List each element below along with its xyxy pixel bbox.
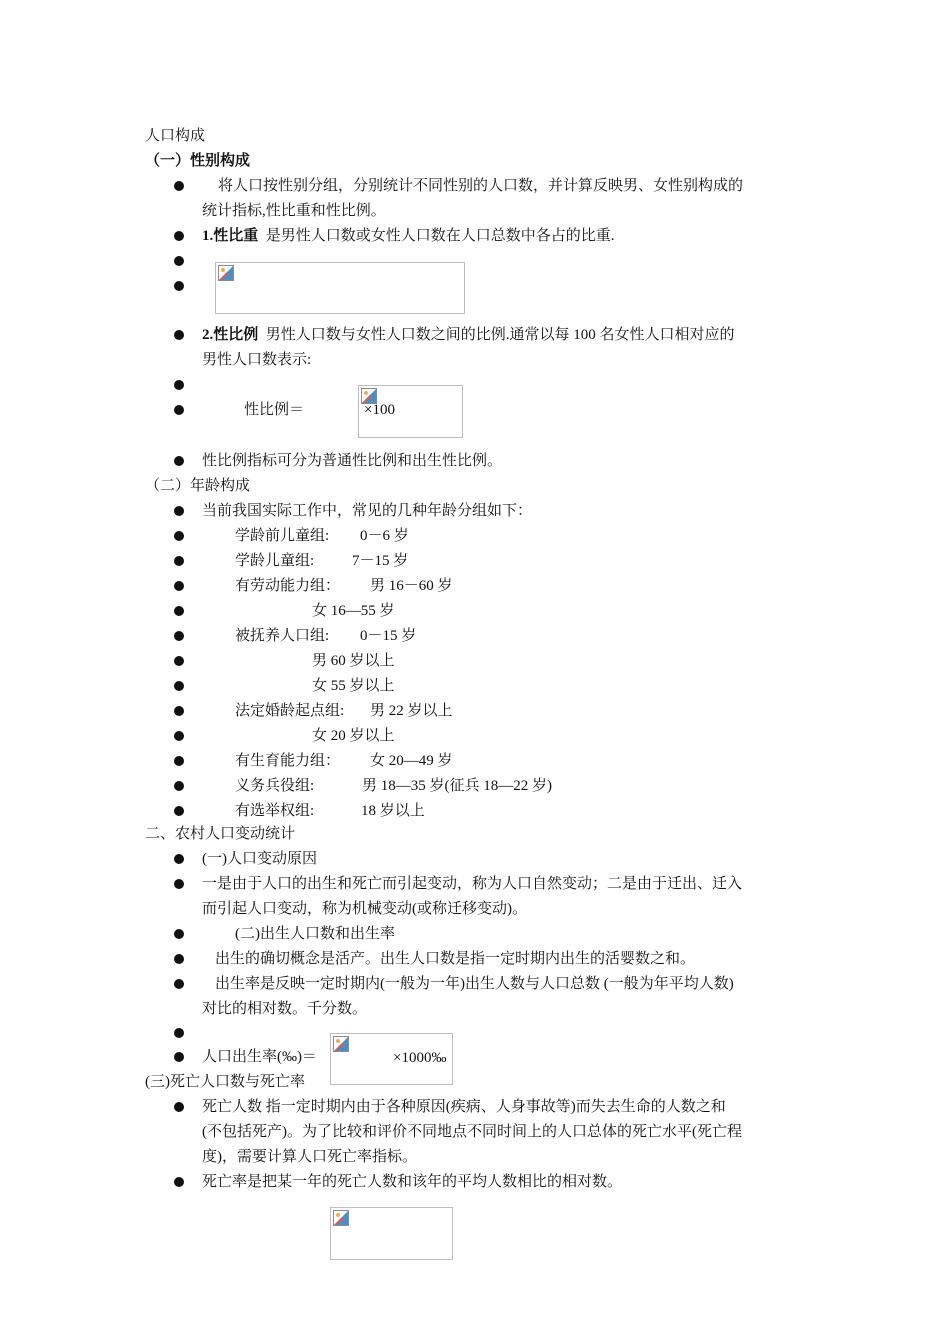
paragraph-line <box>202 226 615 246</box>
bullet-dot <box>174 1102 184 1112</box>
bullet-dot <box>174 954 184 964</box>
formula-image-placeholder <box>358 385 463 438</box>
paragraph-line: 死亡率是把某一年的死亡人数和该年的平均人数相比的相对数。 <box>202 1174 623 1190</box>
bullet-dot <box>174 1052 184 1062</box>
bullet-dot <box>174 581 184 591</box>
bullet-dot <box>174 979 184 989</box>
age-group-range: 女 55 岁以上 <box>312 678 395 694</box>
bullet-dot <box>174 330 184 340</box>
formula-factor: ×1000‰ <box>393 1050 447 1066</box>
paragraph-line: 对比的相对数。千分数。 <box>202 1001 368 1017</box>
heading-sex-composition: （一）性别构成 <box>145 153 251 169</box>
term-definition: 是男性人口数或女性人口数在人口总数中各占的比重. <box>265 228 615 244</box>
age-group-label: 学龄儿童组: <box>235 553 315 569</box>
bullet-dot <box>174 929 184 939</box>
bullet-dot <box>174 681 184 691</box>
paragraph-line: 出生的确切概念是活产。出生人口数是指一定时期内出生的活婴数之和。 <box>215 951 696 967</box>
paragraph-line: (不包括死产)。为了比较和评价不同地点不同时间上的人口总体的死亡水平(死亡程 <box>202 1124 742 1140</box>
paragraph-line: 将人口按性别分组，分别统计不同性别的人口数，并计算反映男、女性别构成的 <box>218 178 744 194</box>
broken-image-icon <box>333 1210 349 1226</box>
age-group-range: 7－15 岁 <box>352 553 409 569</box>
paragraph-line: 性比例指标可分为普通性比例和出生性比例。 <box>202 453 503 469</box>
paragraph-line: (一)人口变动原因 <box>202 851 317 867</box>
broken-image-icon <box>218 265 234 281</box>
paragraph-line: 死亡人数 指一定时期内由于各种原因(疾病、人身事故等)而失去生命的人数之和 <box>202 1099 726 1115</box>
age-group-range: 男 18—35 岁(征兵 18—22 岁) <box>362 778 552 794</box>
age-group-label: 被抚养人口组: <box>235 628 330 644</box>
age-group-range: 男 16－60 岁 <box>370 578 453 594</box>
age-group-label: 有劳动能力组： <box>235 578 341 594</box>
paragraph-line: 男性人口数表示: <box>202 352 312 368</box>
bullet-dot <box>174 405 184 415</box>
heading-age-composition: （二）年龄构成 <box>145 478 251 494</box>
age-group-range: 男 22 岁以上 <box>370 703 453 719</box>
bullet-dot <box>174 456 184 466</box>
paragraph-line: (二)出生人口数和出生率 <box>235 926 395 942</box>
bullet-dot <box>174 806 184 816</box>
broken-image-icon <box>333 1036 349 1052</box>
bullet-dot <box>174 854 184 864</box>
age-group-range: 女 20 岁以上 <box>312 728 395 744</box>
age-group-label: 法定婚龄起点组: <box>235 703 345 719</box>
age-group-label: 学龄前儿童组: <box>235 528 330 544</box>
paragraph-line <box>202 325 735 345</box>
bullet-dot <box>174 531 184 541</box>
paragraph-line: 当前我国实际工作中，常见的几种年龄分组如下： <box>202 503 533 519</box>
age-group-range: 女 16—55 岁 <box>312 603 395 619</box>
bullet-dot <box>174 281 184 291</box>
age-group-range: 0－15 岁 <box>360 628 417 644</box>
bullet-dot <box>174 231 184 241</box>
bullet-dot <box>174 656 184 666</box>
formula-image-placeholder <box>215 262 465 314</box>
formula-factor: ×100 <box>364 402 395 418</box>
paragraph-line: 统计指标,性比重和性比例。 <box>202 203 386 219</box>
paragraph-line: 而引起人口变动，称为机械变动(或称迁移变动)。 <box>202 901 527 917</box>
formula-label: 性比例＝ <box>244 402 305 418</box>
heading-mortality: (三)死亡人口数与死亡率 <box>145 1074 305 1090</box>
age-group-label: 义务兵役组: <box>235 778 315 794</box>
bullet-dot <box>174 556 184 566</box>
paragraph-line: 出生率是反映一定时期内(一般为一年)出生人数与人口总数 (一般为年平均人数) <box>215 976 734 992</box>
bullet-dot <box>174 1028 184 1038</box>
bullet-dot <box>174 706 184 716</box>
age-group-range: 女 20—49 岁 <box>370 753 453 769</box>
term-definition: 男性人口数与女性人口数之间的比例.通常以每 100 名女性人口相对应的 <box>265 327 735 343</box>
age-group-range: 0－6 岁 <box>360 528 409 544</box>
age-group-range: 18 岁以上 <box>361 803 425 819</box>
term-sex-ratio: 2.性比例 <box>202 327 259 343</box>
age-group-label: 有选举权组: <box>235 803 315 819</box>
bullet-dot <box>174 380 184 390</box>
bullet-dot <box>174 756 184 766</box>
heading-population-change: 二、农村人口变动统计 <box>145 826 296 842</box>
bullet-dot <box>174 256 184 266</box>
age-group-label: 有生育能力组： <box>235 753 341 769</box>
bullet-dot <box>174 731 184 741</box>
age-group-range: 男 60 岁以上 <box>312 653 395 669</box>
bullet-dot <box>174 631 184 641</box>
paragraph-line: 一是由于人口的出生和死亡而引起变动，称为人口自然变动；二是由于迁出、迁入 <box>202 876 743 892</box>
bullet-dot <box>174 879 184 889</box>
formula-image-placeholder <box>330 1207 453 1260</box>
formula-label: 人口出生率(‰)＝ <box>202 1049 317 1065</box>
bullet-dot <box>174 781 184 791</box>
bullet-dot <box>174 1177 184 1187</box>
formula-image-placeholder <box>330 1033 453 1085</box>
bullet-dot <box>174 506 184 516</box>
bullet-dot <box>174 606 184 616</box>
bullet-dot <box>174 181 184 191</box>
document-title: 人口构成 <box>145 128 206 144</box>
term-sex-proportion: 1.性比重 <box>202 228 259 244</box>
paragraph-line: 度)，需要计算人口死亡率指标。 <box>202 1149 417 1165</box>
